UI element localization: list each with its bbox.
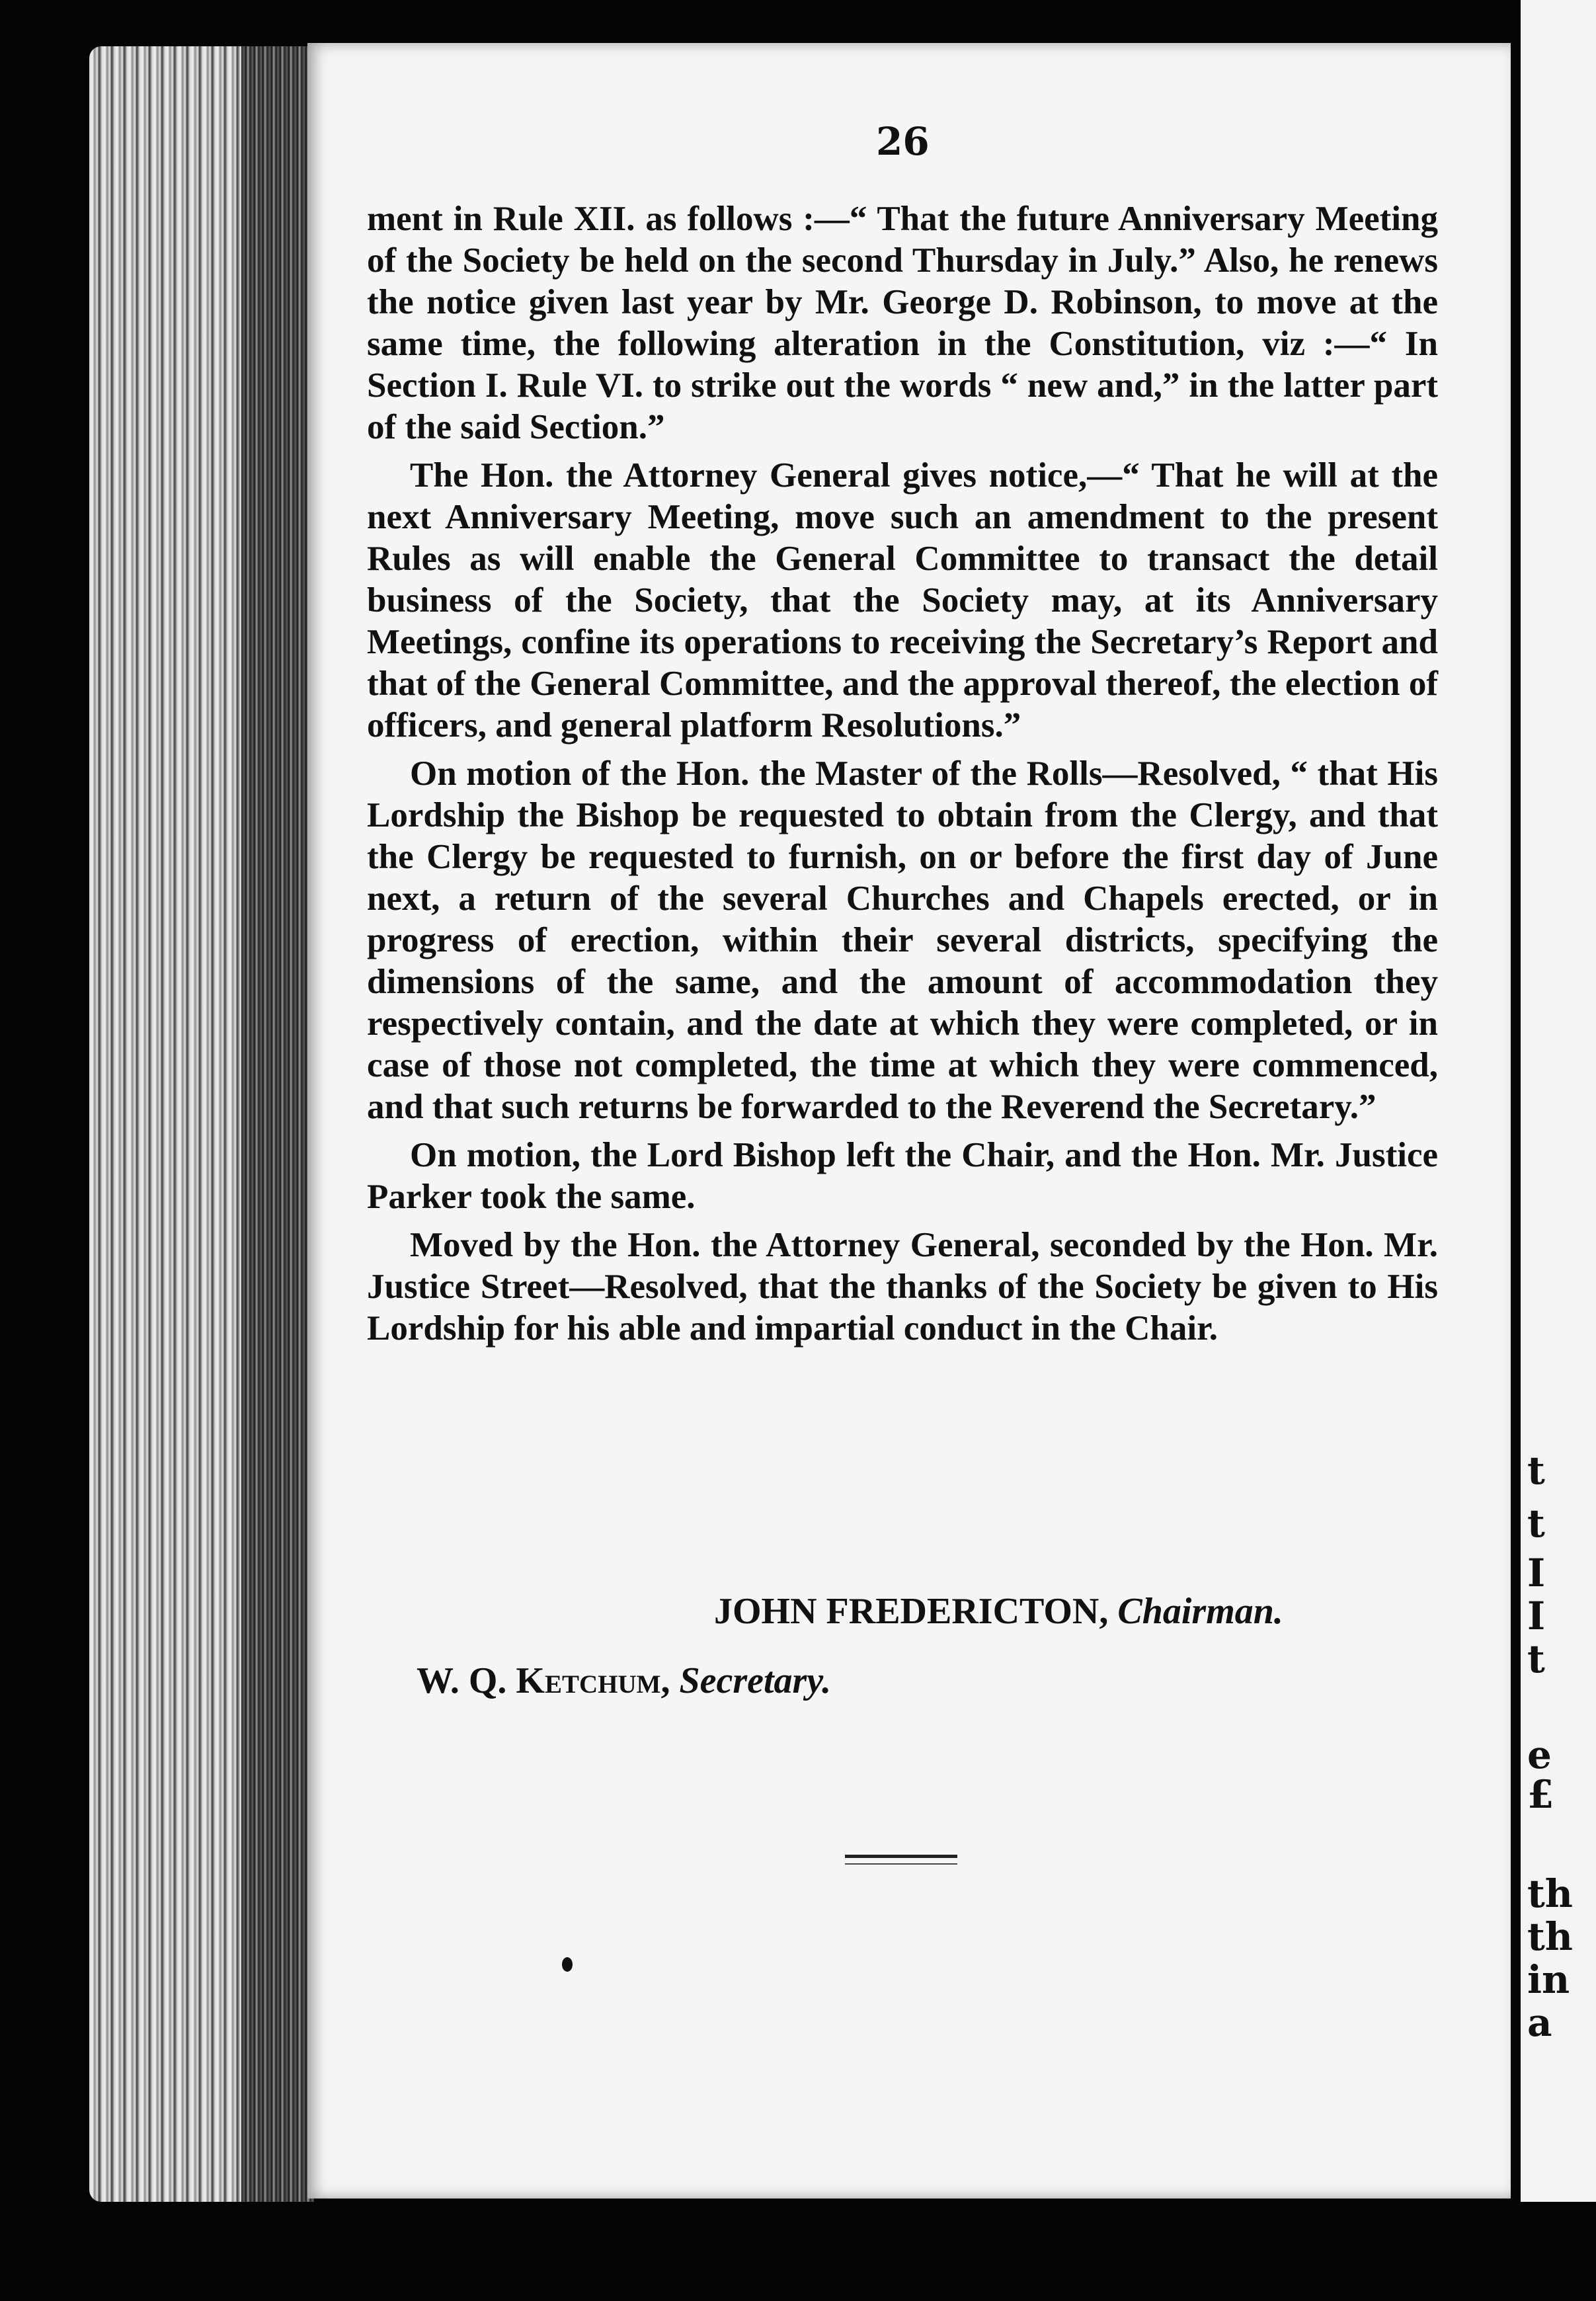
ink-blot (562, 1957, 573, 1972)
fragment-9: th (1527, 1914, 1573, 1959)
paragraph-rule-amendment: ment in Rule XII. as follows :—“ That the future Anniversary Meeting of the Society be held on the second Thursday in July.” Also, he renews the notice given last year by Mr. George D. Robinson, to move at the same time, the following alteration in the Constitution, viz :—“ In Section I. Rule VI. to strike out the words “ new and,” in the latter part of the said Section.” (367, 200, 1438, 446)
fragment-7: £ (1527, 1772, 1554, 1817)
paragraph-chair-change: On motion, the Lord Bishop left the Chair, and the Hon. Mr. Justice Parker took the same. (367, 1136, 1438, 1216)
paragraph-thanks-resolution: Moved by the Hon. the Attorney General, seconded by the Hon. Mr. Justice Street—Resolved, that the thanks of the Society be given to His Lordship for his able and impartial conduct in the Chair. (367, 1226, 1438, 1348)
closing-divider (845, 1855, 957, 1865)
adjacent-page-fragment (1521, 0, 1596, 2202)
secretary-surname: Ketchum, (516, 1660, 670, 1701)
fragment-1: t (1527, 1448, 1545, 1493)
chairman-name: JOHN FREDERICTON, (714, 1591, 1109, 1632)
paragraph-master-rolls-resolution: On motion of the Hon. the Master of the Rolls—Resolved, “ that His Lordship the Bishop be requested to obtain from the Clergy, and that the Clergy be requested to furnish, on or before the first day of June next, a return of the several Churches and Chapels erected, or in progress of erection, within their several districts, specifying the dimensions of the same, and the amount of accommodation they respectively contain, and the date at which they were completed, or in case of those not completed, the time at which they were commenced, and that such returns be forwarded to the Reverend the Secretary.” (367, 754, 1438, 1126)
fragment-8: th (1527, 1871, 1573, 1916)
paragraph-attorney-notice: The Hon. the Attorney General gives notice,—“ That he will at the next Anniversary Meeting, move such an amendment to the present Rules as will enable the General Committee to transact the detail business of the Society, that the Society may, at its Anniversary Meetings, confine its operations to receiving the Secretary’s Report and that of the General Committee, and the approval thereof, the election of officers, and general platform Resolutions.” (367, 456, 1438, 745)
fragment-6: e (1527, 1732, 1552, 1777)
page-number: 26 (876, 119, 930, 164)
chairman-title: Chairman. (1117, 1591, 1283, 1632)
chairman-signature (714, 1590, 1283, 1633)
fragment-3: I (1527, 1551, 1546, 1595)
fragment-5: t (1527, 1636, 1545, 1681)
secretary-signature (417, 1660, 831, 1702)
secretary-title: Secretary. (679, 1660, 832, 1701)
book-page-edges (89, 46, 314, 2202)
fragment-4: I (1527, 1594, 1546, 1638)
body-text (367, 198, 1438, 1356)
fragment-10: in (1527, 1957, 1570, 2002)
fragment-2: t (1527, 1501, 1545, 1546)
secretary-initials: W. Q. (417, 1660, 507, 1701)
fragment-11: a (1527, 2000, 1552, 2045)
